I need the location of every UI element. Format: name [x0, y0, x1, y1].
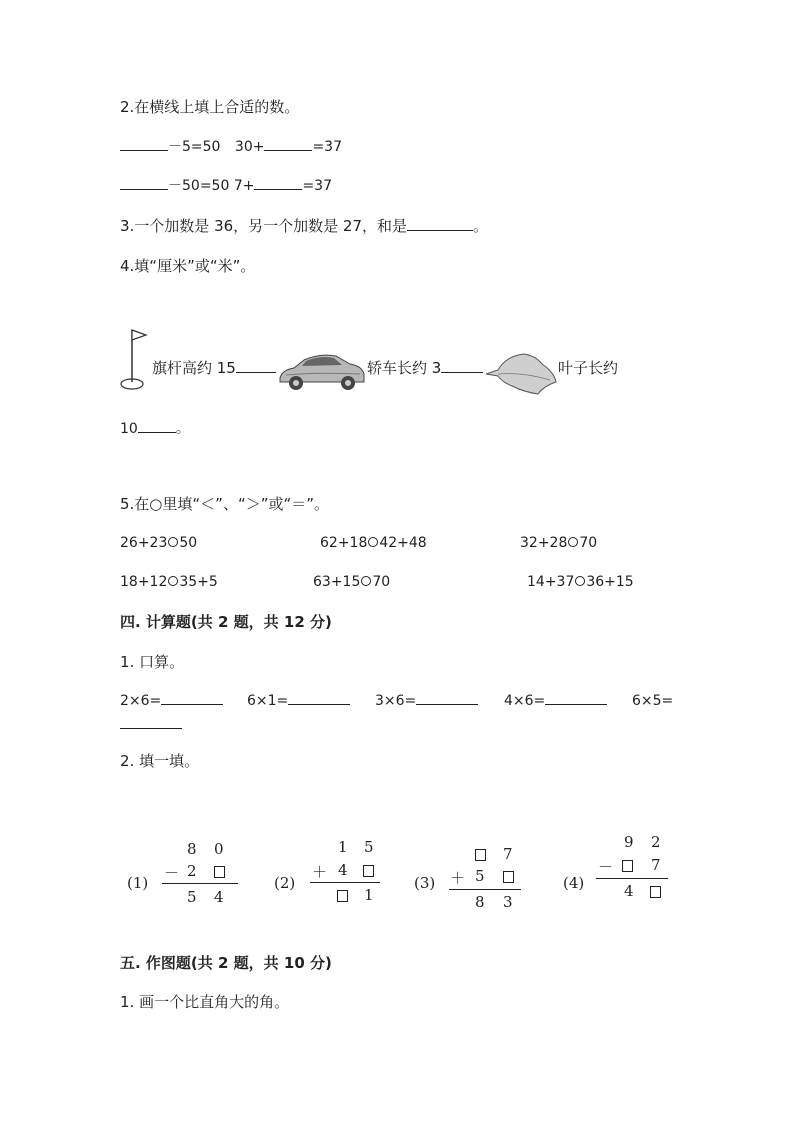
- operator-sign: ＋: [312, 863, 328, 881]
- problem-label: (2): [274, 874, 296, 892]
- operator-sign: －: [598, 858, 614, 876]
- digit: 1: [364, 886, 374, 904]
- car-text: 轿车长约 3: [367, 359, 442, 377]
- blank-field[interactable]: [236, 372, 276, 373]
- section-title: 四. 计算题(共 2 题，共 12 分): [120, 613, 332, 631]
- sum-line: [449, 889, 521, 890]
- compare-circle[interactable]: [168, 576, 178, 586]
- blank-field[interactable]: [254, 189, 302, 190]
- q2-heading: 2.在横线上填上合适的数。: [120, 98, 300, 116]
- equation-text: =37: [312, 139, 342, 155]
- blank-field[interactable]: [120, 150, 168, 151]
- blank-field[interactable]: [120, 189, 168, 190]
- compare-item: [120, 535, 197, 552]
- q3-text: 3.一个加数是 36，另一个加数是 27，和是: [120, 217, 408, 235]
- compare-right: 70: [372, 574, 391, 590]
- draw1-heading: 1. 画一个比直角大的角。: [120, 993, 290, 1011]
- car-line: [367, 359, 483, 377]
- answer-blank-wrap: [120, 714, 182, 734]
- compare-circle[interactable]: [568, 537, 578, 547]
- digit: 5: [364, 838, 374, 856]
- compare-circle[interactable]: [361, 576, 371, 586]
- compare-circle[interactable]: [168, 537, 178, 547]
- problem-label: (1): [127, 874, 149, 892]
- equation-text: 30+: [234, 139, 265, 155]
- answer-blank[interactable]: [545, 704, 607, 705]
- compare-right: 35+5: [179, 574, 218, 590]
- blank-field[interactable]: [441, 372, 483, 373]
- q4-heading: 4.填“厘米”或“米”。: [120, 257, 256, 275]
- calc-expression: 2×6=: [120, 693, 162, 709]
- answer-blank[interactable]: [120, 714, 182, 729]
- q2-row1: [120, 139, 342, 156]
- q5-heading: 5.在○里填“＜”、“＞”或“＝”。: [120, 495, 330, 513]
- digit: 8: [187, 840, 197, 858]
- digit: 5: [187, 888, 197, 906]
- equation-text: －5=50: [168, 139, 221, 155]
- digit-box[interactable]: [475, 849, 486, 861]
- calc1-item: [247, 693, 350, 710]
- calc1-item: [120, 693, 223, 710]
- calc-expression: 6×5=: [632, 693, 674, 709]
- q2-row2: [120, 178, 332, 195]
- compare-right: 70: [579, 535, 598, 551]
- calc1-heading: 1. 口算。: [120, 653, 185, 671]
- calc1-item: [632, 693, 673, 710]
- compare-left: 62+18: [320, 535, 368, 551]
- digit: 8: [475, 893, 485, 911]
- sum-line: [310, 882, 380, 883]
- calc1-item: [375, 693, 478, 710]
- blank-field[interactable]: [264, 150, 312, 151]
- leaf-value: 10: [120, 421, 138, 437]
- leaf-icon: [484, 350, 560, 400]
- digit-box[interactable]: [503, 871, 514, 883]
- problem-label: (3): [414, 874, 436, 892]
- compare-left: 18+12: [120, 574, 168, 590]
- sum-line: [162, 883, 238, 884]
- compare-right: 36+15: [586, 574, 634, 590]
- answer-blank[interactable]: [161, 704, 223, 705]
- digit: 7: [503, 845, 513, 863]
- compare-item: [313, 574, 390, 591]
- calc-expression: 6×1=: [247, 693, 289, 709]
- digit-box[interactable]: [214, 866, 225, 878]
- compare-left: 32+28: [520, 535, 568, 551]
- flag-icon: [118, 326, 150, 394]
- answer-blank[interactable]: [288, 704, 350, 705]
- equation-text: =37: [302, 178, 332, 194]
- digit: 1: [338, 838, 348, 856]
- digit: 0: [214, 840, 224, 858]
- operator-sign: －: [164, 864, 180, 882]
- flag-text: 旗杆高约 15: [152, 359, 236, 377]
- digit-box[interactable]: [622, 860, 633, 872]
- digit: 4: [624, 882, 634, 900]
- digit-box[interactable]: [337, 890, 348, 902]
- flag-line: [152, 359, 276, 377]
- calc-expression: 3×6=: [375, 693, 417, 709]
- q3-end: 。: [473, 217, 489, 235]
- leaf-text: 叶子长约: [558, 359, 619, 377]
- sum-line: [596, 878, 668, 879]
- digit: 7: [651, 856, 661, 874]
- compare-left: 14+37: [527, 574, 575, 590]
- compare-item: [120, 574, 218, 591]
- car-icon: [276, 348, 368, 394]
- calc2-heading: 2. 填一填。: [120, 752, 200, 770]
- leaf-line: [120, 421, 190, 438]
- digit: 4: [214, 888, 224, 906]
- digit: 4: [338, 861, 348, 879]
- compare-item: [320, 535, 427, 552]
- calc-expression: 4×6=: [504, 693, 546, 709]
- digit: 9: [624, 833, 634, 851]
- digit-box[interactable]: [650, 886, 661, 898]
- compare-circle[interactable]: [575, 576, 585, 586]
- q3-line: [120, 217, 488, 235]
- compare-circle[interactable]: [368, 537, 378, 547]
- q4-end: 。: [175, 421, 190, 437]
- digit: 5: [475, 867, 485, 885]
- digit-box[interactable]: [363, 865, 374, 877]
- calc1-item: [504, 693, 607, 710]
- blank-field[interactable]: [407, 230, 473, 231]
- compare-item: [520, 535, 597, 552]
- operator-sign: ＋: [450, 869, 466, 887]
- compare-right: 50: [179, 535, 198, 551]
- compare-left: 26+23: [120, 535, 168, 551]
- blank-field[interactable]: [138, 432, 176, 433]
- problem-label: (4): [563, 874, 585, 892]
- compare-item: [527, 574, 634, 591]
- equation-text: －50=50: [168, 178, 230, 194]
- compare-left: 63+15: [313, 574, 361, 590]
- equation-text: 7+: [233, 178, 255, 194]
- compare-right: 42+48: [379, 535, 427, 551]
- digit: 3: [503, 893, 513, 911]
- digit: 2: [187, 862, 197, 880]
- digit: 2: [651, 833, 661, 851]
- section-title: 五. 作图题(共 2 题，共 10 分): [120, 954, 332, 972]
- answer-blank[interactable]: [416, 704, 478, 705]
